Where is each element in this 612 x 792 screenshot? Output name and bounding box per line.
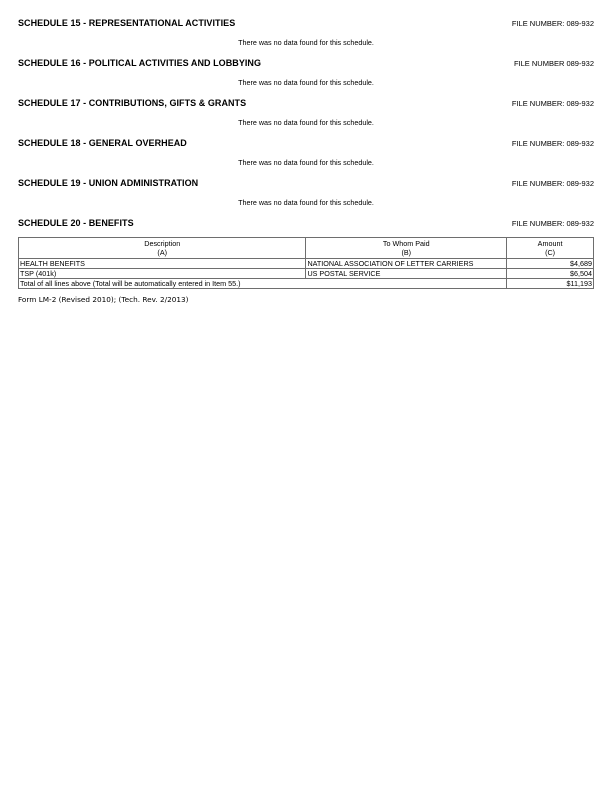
column-header-description [19, 238, 306, 259]
column-header-label: Description [144, 239, 181, 248]
schedule-20 [18, 218, 594, 304]
schedule-title: SCHEDULE 17 - CONTRIBUTIONS, GIFTS & GRANTS [18, 98, 247, 108]
file-number: FILE NUMBER: 089-932 [511, 99, 594, 108]
no-data-message: There was no data found for this schedule. [238, 78, 374, 87]
column-header-code: (C) [545, 248, 556, 257]
total-label: Total of all lines above (Total will be automatically entered in Item 55.) [19, 279, 507, 289]
schedule-15 [18, 18, 594, 47]
column-header-amount [507, 238, 594, 259]
file-number: FILE NUMBER: 089-932 [511, 139, 594, 148]
schedule-18 [18, 138, 594, 167]
schedule-17 [18, 98, 594, 127]
cell-description: TSP (401k) [19, 269, 306, 279]
schedule-title: SCHEDULE 20 - BENEFITS [18, 218, 134, 228]
file-number: FILE NUMBER: 089-932 [511, 179, 594, 188]
schedule-16 [18, 58, 594, 87]
schedule-title: SCHEDULE 18 - GENERAL OVERHEAD [18, 138, 187, 148]
schedule-19 [18, 178, 594, 207]
file-number: FILE NUMBER 089-932 [513, 59, 594, 68]
schedule-title: SCHEDULE 19 - UNION ADMINISTRATION [18, 178, 199, 188]
column-header-label: To Whom Paid [382, 239, 430, 248]
benefits-table [18, 237, 594, 289]
no-data-message: There was no data found for this schedule. [238, 38, 374, 47]
cell-paid-to: NATIONAL ASSOCIATION OF LETTER CARRIERS [306, 259, 507, 269]
no-data-message: There was no data found for this schedule. [238, 118, 374, 127]
column-header-code: (B) [401, 248, 412, 257]
column-header-label: Amount [537, 239, 563, 248]
column-header-paid-to [306, 238, 507, 259]
total-row [19, 279, 594, 289]
cell-amount: $4,689 [507, 259, 594, 269]
file-number: FILE NUMBER: 089-932 [511, 19, 594, 28]
schedule-title: SCHEDULE 16 - POLITICAL ACTIVITIES AND LOBBYING [18, 58, 262, 68]
column-header-code: (A) [157, 248, 168, 257]
cell-description: HEALTH BENEFITS [19, 259, 306, 269]
table-header-row [19, 238, 594, 259]
total-amount: $11,193 [507, 279, 594, 289]
form-footer: Form LM-2 (Revised 2010); (Tech. Rev. 2/2013) [18, 295, 189, 304]
table-row [19, 259, 594, 269]
no-data-message: There was no data found for this schedule. [238, 198, 374, 207]
table-row [19, 269, 594, 279]
cell-amount: $6,504 [507, 269, 594, 279]
cell-paid-to: US POSTAL SERVICE [306, 269, 507, 279]
schedule-title: SCHEDULE 15 - REPRESENTATIONAL ACTIVITIES [18, 18, 236, 28]
file-number: FILE NUMBER: 089-932 [511, 219, 594, 228]
no-data-message: There was no data found for this schedule. [238, 158, 374, 167]
